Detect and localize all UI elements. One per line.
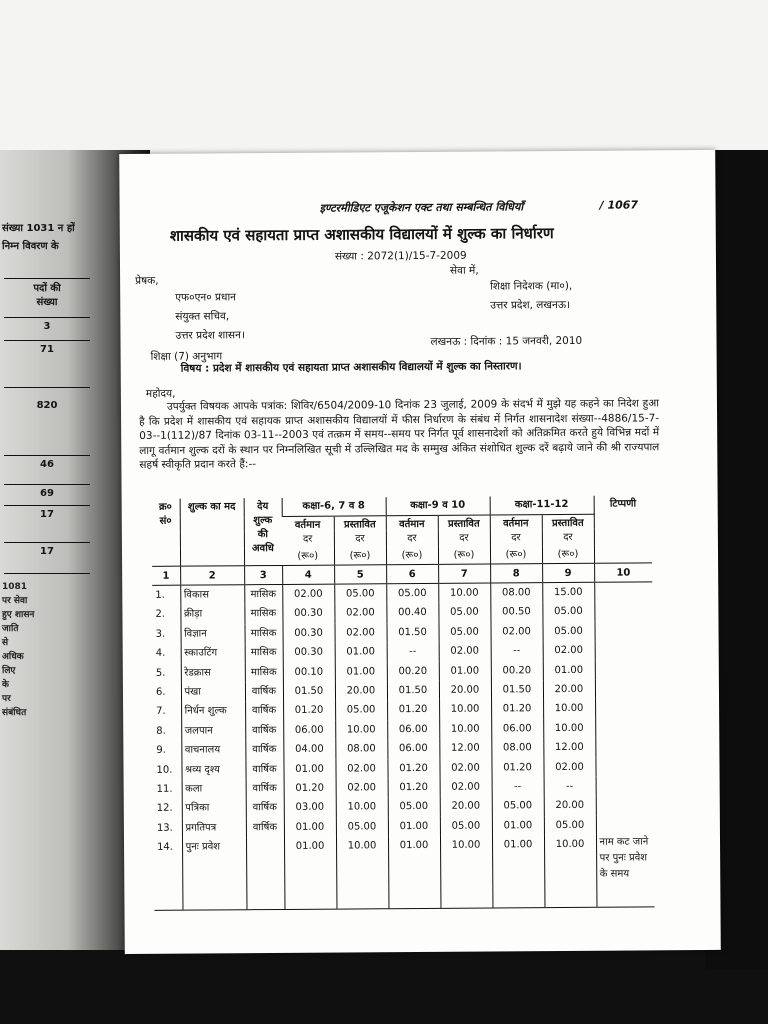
header-proposed: प्रस्तावित [334,516,386,531]
row-current-6-8: 06.00 [283,720,335,740]
row-serial: 12. [156,803,173,815]
main-page [119,150,721,954]
row-proposed-11-12: 20.00 [543,680,595,700]
header-unit: (रू०) [334,547,386,565]
row-current-9-10: 00.40 [386,603,438,623]
row-current-6-8: 01.50 [283,682,335,702]
row-period: मासिक [244,624,282,644]
left-page-footer-line: अधिक [2,652,24,662]
left-table-header [4,279,90,318]
row-current-11-12: 00.20 [491,661,543,681]
header-unit: (रू०) [490,546,542,564]
row-remark [596,815,654,835]
row-serial: 5. [155,667,166,679]
row-current-11-12: 05.00 [492,797,544,817]
row-proposed-9-10: 12.00 [439,739,491,759]
column-number: 10 [594,563,652,582]
page-title: शासकीय एवं सहायता प्राप्त अशासकीय विद्यालयों में शुल्क का निर्धारण [169,224,554,245]
subject-line: विषय : प्रदेश में शासकीय एवं सहायता प्राप्त अशासकीय विद्यालयों में शुल्क का निस्तारण। [180,360,522,375]
row-period: वार्षिक [245,701,283,721]
row-serial: 8. [156,725,166,737]
row-serial: 11. [156,783,173,795]
left-page-line: निम्न विवरण के [2,241,59,252]
row-current-9-10: 01.20 [388,778,440,798]
left-page-footer-line: हुए शासन [2,610,35,620]
header-class-11-12: कक्षा-11-12 [490,496,594,515]
row-current-9-10: 05.00 [386,583,438,603]
row-proposed-6-8: 08.00 [335,739,387,759]
sender-label: प्रेषक, [135,274,159,287]
header-rate: दर [542,529,594,546]
row-current-11-12: 01.50 [491,680,543,700]
row-fee-item: रेडक्रास [181,663,245,683]
row-period: वार्षिक [245,740,283,760]
row-proposed-9-10: 10.00 [440,836,493,909]
row-current-6-8: 03.00 [284,798,336,818]
row-current-9-10: 06.00 [387,739,439,759]
row-proposed-11-12: 05.00 [542,602,594,622]
row-current-11-12: 01.00 [492,816,544,836]
row-proposed-9-10: 10.00 [439,700,491,720]
row-fee-item: पत्रिका [182,799,246,819]
row-proposed-9-10: 10.00 [439,719,491,739]
row-current-6-8: 00.10 [283,662,335,682]
row-current-11-12: 01.20 [491,700,543,720]
row-proposed-11-12: 02.00 [543,757,595,777]
row-current-9-10: 01.50 [387,681,439,701]
header-rate: दर [490,529,542,546]
letter-body: उपर्युक्त विषयक आपके पत्रांक: शिविर/6504/2009-10 दिनांक 23 जुलाई, 2009 के संदर्भ में मुझे यह कहने का निदेश हुआ है कि प्रदेश में शासकीय एवं सहायक प्राप्त अशासकीय विद्यालयों में फीस निर्धारण के संबंध में निर्गत शासनादेश संख्या--4886/15-7-03--1(112)/87 दिनांक 03-11--2003 एवं तत्क्रम में समय--समय पर निर्गत पूर्व शासनादेशों को अतिक्रमित करते हुये विभिन्न मदों में लागू वर्तमान शुल्क दरों के स्थान पर निम्नलिखित सूची में उल्लिखित मद के सम्मुख अंकित संशोधित शुल्क दरें बढ़ाये जाने की श्री राज्यपाल सहर्ष स्वीकृति प्रदान करते हैं:-- [139,397,660,471]
row-period: वार्षिक [245,682,283,702]
row-serial: 10. [156,764,173,776]
header-item: शुल्क का मद [180,498,244,566]
row-remark [595,660,653,680]
recipient-line: शिक्षा निदेशक (मा०), [490,279,573,293]
header-unit: (रू०) [438,547,490,565]
row-proposed-6-8: 05.00 [335,701,387,721]
row-remark [594,602,652,622]
row-serial: 9. [156,745,166,757]
row-period: वार्षिक [245,760,283,780]
row-period: मासिक [244,584,282,604]
row-current-9-10: 06.00 [387,720,439,740]
row-period: वार्षिक [246,779,284,799]
row-proposed-11-12: 01.00 [543,660,595,680]
row-current-6-8: 04.00 [283,740,335,760]
row-fee-item: कला [182,779,246,799]
row-proposed-6-8: 02.00 [335,759,387,779]
page-number: / 1067 [599,198,639,212]
row-current-6-8: 01.20 [284,779,336,799]
row-serial: 2. [155,609,166,621]
row-remark [594,582,652,602]
row-proposed-6-8: 05.00 [334,584,386,604]
row-proposed-11-12: 05.00 [544,816,596,836]
header-current: वर्तमान [282,516,334,531]
header-unit: (रू०) [542,546,594,564]
row-current-9-10: 01.20 [387,759,439,779]
row-remark: नाम कट जाने पर पुनः प्रवेश के समय [596,835,655,908]
left-page-footer-line: के [2,680,9,690]
left-table-cell: 820 [4,388,90,456]
row-fee-item: वाचनालय [181,740,245,760]
header-unit: (रू०) [297,550,319,562]
left-page-footer-line: जाति [2,624,19,634]
header-rate: दर [438,530,490,547]
header-unit: (रू०) [386,547,438,565]
row-current-11-12: 06.00 [491,719,543,739]
sender-line: संयुक्त सचिव, [175,310,230,323]
row-serial: 1. [155,589,165,601]
row-proposed-6-8: 10.00 [336,837,389,910]
left-page-footer-line: लिए [2,666,16,676]
left-table-cell: 3 [4,318,90,341]
row-proposed-11-12: 20.00 [544,796,596,816]
row-proposed-11-12: 10.00 [543,719,595,739]
row-proposed-6-8: 10.00 [336,798,388,818]
row-current-6-8: 01.20 [283,701,335,721]
left-page-table [4,278,90,574]
row-proposed-9-10: 20.00 [440,797,492,817]
row-current-11-12: 01.20 [491,758,543,778]
left-page-footer-line: पर सेवा [2,596,28,606]
row-current-6-8: 01.00 [283,759,335,779]
column-number: 7 [438,564,490,583]
row-proposed-6-8: 05.00 [336,817,388,837]
row-fee-item: स्काउटिंग [181,643,245,663]
row-current-9-10: 01.00 [388,836,441,909]
header-current: वर्तमान [386,515,438,530]
row-remark [596,776,654,796]
row-current-11-12: 00.50 [490,603,542,623]
left-page-top-text [2,220,75,256]
row-current-11-12: -- [492,777,544,797]
row-current-9-10: -- [387,642,439,662]
left-page-footer-line: पर [2,694,11,704]
row-period: वार्षिक [246,818,284,838]
row-proposed-9-10: 05.00 [438,603,490,623]
row-current-9-10: 01.20 [387,700,439,720]
header-rate: दर [334,530,386,547]
row-current-6-8: 00.30 [283,643,335,663]
row-proposed-6-8: 02.00 [334,604,386,624]
row-period: मासिक [244,604,282,624]
row-current-6-8: 01.00 [284,837,337,910]
row-serial: 4. [155,647,166,660]
running-head: इण्टरमीडिएट एजूकेशन एक्ट तथा सम्बन्धित विधियाँ [319,200,524,215]
left-page-footer-line: संबंधित [2,708,27,718]
row-proposed-11-12: 10.00 [544,835,597,908]
background-dark-bottom [0,940,768,1024]
row-remark [596,796,654,816]
row-fee-item: पंखा [181,682,245,702]
salutation: महोदय, [145,387,176,400]
row-period: मासिक [245,643,283,663]
column-number: 9 [542,563,594,582]
dateline: लखनऊ : दिनांक : 15 जनवरी, 2010 [430,334,583,348]
row-proposed-11-12: 02.00 [543,641,595,661]
sender-line: एफ०एन० प्रधान [175,291,237,304]
column-number: 2 [180,566,244,585]
row-serial: 3. [155,628,166,640]
column-number: 5 [334,565,386,584]
row-current-11-12: 01.00 [492,835,545,908]
row-remark [595,718,653,738]
row-remark [595,641,653,661]
left-table-header-line: संख्या [36,297,58,308]
column-number: 6 [386,564,438,583]
fee-table [152,495,655,911]
row-proposed-11-12: 05.00 [542,622,594,642]
row-remark [595,738,653,758]
row-remark [594,621,652,641]
row-proposed-11-12: 12.00 [543,738,595,758]
row-current-6-8: 01.00 [284,817,336,837]
left-page-footer-line: से [2,638,9,648]
header-class-6-8: कक्षा-6, 7 व 8 [282,497,386,516]
row-proposed-11-12: -- [544,777,596,797]
left-table-cell: 69 [4,485,90,506]
row-current-11-12: 08.00 [491,738,543,758]
row-current-9-10: 00.20 [387,661,439,681]
column-number: 1 [152,566,180,585]
row-proposed-9-10: 02.00 [439,758,491,778]
row-period: वार्षिक [246,798,284,818]
header-rate: दर [386,530,438,547]
left-table-cell: 46 [4,456,90,485]
column-number: 3 [244,565,282,584]
row-current-11-12: -- [491,641,543,661]
row-fee-item: प्रगतिपत्र [182,818,246,838]
row-fee-item: क्रीड़ा [180,605,244,625]
row-current-9-10: 01.00 [388,817,440,837]
left-page-line: संख्या 1031 न हों [2,223,75,234]
row-fee-item: निर्धन शुल्क [181,702,245,722]
left-table-cell: 17 [4,543,90,574]
fee-table-body [152,582,654,911]
row-proposed-6-8: 02.00 [336,778,388,798]
header-proposed: प्रस्तावित [438,515,490,530]
row-proposed-9-10: 10.00 [438,583,490,603]
row-serial: 13. [156,822,173,834]
row-current-11-12: 02.00 [490,622,542,642]
row-serial: 14. [154,838,183,911]
row-remark [595,757,653,777]
table-row [153,757,653,780]
row-fee-item: श्रव्य दृश्य [181,760,245,780]
row-period: वार्षिक [245,721,283,741]
row-fee-item: विकास [180,585,244,605]
column-number: 8 [490,564,542,583]
row-serial: 6. [155,686,166,698]
row-proposed-6-8: 01.00 [335,642,387,662]
row-proposed-6-8: 10.00 [335,720,387,740]
header-remarks: टिप्पणी [594,495,652,563]
row-fee-item: विज्ञान [181,624,245,644]
left-table-cell: 71 [4,341,90,388]
row-proposed-9-10: 20.00 [439,681,491,701]
column-number: 4 [282,565,334,584]
header-period: देय शुल्क की अवधि [244,498,282,566]
left-page-footer [2,580,102,720]
left-table-cell: 17 [4,506,90,543]
row-proposed-9-10: 01.00 [439,661,491,681]
row-serial: 7. [156,706,166,718]
row-fee-item: जलपान [181,721,245,741]
row-remark [595,699,653,719]
header-proposed: प्रस्तावित [542,514,594,529]
row-proposed-9-10: 05.00 [438,622,490,642]
row-current-11-12: 08.00 [490,583,542,603]
recipient-line: उत्तर प्रदेश, लखनऊ। [490,298,571,312]
table-row [154,835,654,911]
row-proposed-6-8: 02.00 [334,623,386,643]
row-current-9-10: 01.50 [386,623,438,643]
section-reference: शिक्षा (7) अनुभाग [150,350,223,363]
to-label: सेवा में, [449,264,479,277]
header-class-9-10: कक्षा-9 व 10 [386,497,490,516]
row-period [246,837,285,910]
row-proposed-9-10: 02.00 [440,778,492,798]
row-proposed-11-12: 10.00 [543,699,595,719]
left-page-footer-number: 1081 [2,582,28,592]
row-proposed-6-8: 01.00 [335,662,387,682]
header-sn: क्र० सं० [158,501,172,527]
row-proposed-9-10: 02.00 [439,642,491,662]
row-proposed-9-10: 05.00 [440,816,492,836]
left-table-header-line: पदों की [33,283,61,294]
sender-line: उत्तर प्रदेश शासन। [175,329,245,342]
header-current: वर्तमान [490,515,542,530]
row-current-6-8: 00.30 [282,623,334,643]
row-current-6-8: 02.00 [282,584,334,604]
header-rate: दर [302,533,313,545]
row-fee-item: पुनः प्रवेश [182,838,247,911]
row-current-6-8: 00.30 [282,604,334,624]
row-remark [595,679,653,699]
row-current-9-10: 05.00 [388,797,440,817]
reference-number: संख्या : 2072(1)/15-7-2009 [334,249,467,263]
row-proposed-11-12: 15.00 [542,582,594,602]
row-period: मासिक [245,663,283,683]
row-proposed-6-8: 20.00 [335,681,387,701]
